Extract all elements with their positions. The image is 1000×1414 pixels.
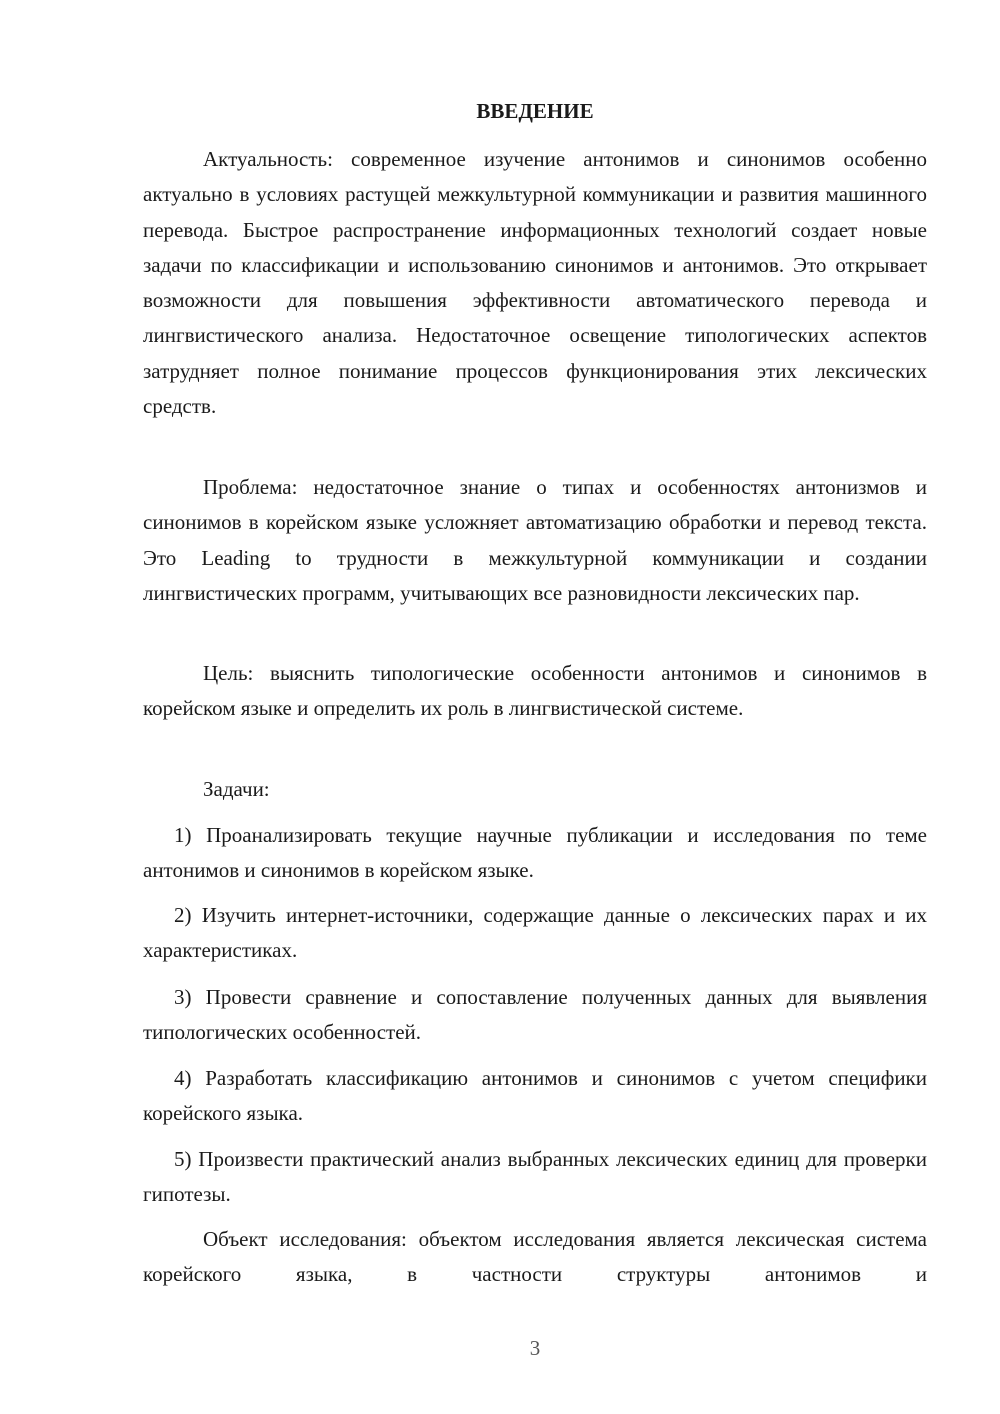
document-page [143,0,927,1414]
paragraph-object: Объект исследования: объектом исследования является лексическая система корейского языка, в частности структуры антонимов и [143,1227,927,1287]
task-item-1: 1) Проанализировать текущие научные публикации и исследования по теме антонимов и синонимов в корейском языке. [143,823,927,883]
page-number: 3 [529,1336,541,1360]
task-item-2: 2) Изучить интернет-источники, содержащие данные о лексических парах и их характеристиках. [143,903,927,963]
task-item-3: 3) Провести сравнение и сопоставление полученных данных для выявления типологических особенностей. [143,985,927,1045]
task-item-5: 5) Произвести практический анализ выбранных лексических единиц для проверки гипотезы. [143,1147,927,1207]
task-item-4: 4) Разработать классификацию антонимов и синонимов с учетом специфики корейского языка. [143,1066,927,1126]
section-title: ВВЕДЕНИЕ [476,99,594,123]
paragraph-relevance: Актуальность: современное изучение антонимов и синонимов особенно актуально в условиях растущей межкультурной коммуникации и развития машинного перевода. Быстрое распространение информационных технологий создает новые задачи по классификации и использованию синонимов и антонимов. Это открывает возможности для повышения эффективности автоматического перевода и лингвистического анализа. Недостаточное освещение типологических аспектов затрудняет полное понимание процессов функционирования этих лексических средств. [143,147,927,419]
paragraph-problem: Проблема: недостаточное знание о типах и особенностях антонизмов и синонимов в корейском языке усложняет автоматизацию обработки и перевод текста. Это Leading to трудности в межкультурной коммуникации и создании лингвистических программ, учитывающих все разновидности лексических пар. [143,475,927,605]
tasks-label: Задачи: [203,777,270,801]
paragraph-goal: Цель: выяснить типологические особенности антонимов и синонимов в корейском языке и определить их роль в лингвистической системе. [143,661,927,721]
